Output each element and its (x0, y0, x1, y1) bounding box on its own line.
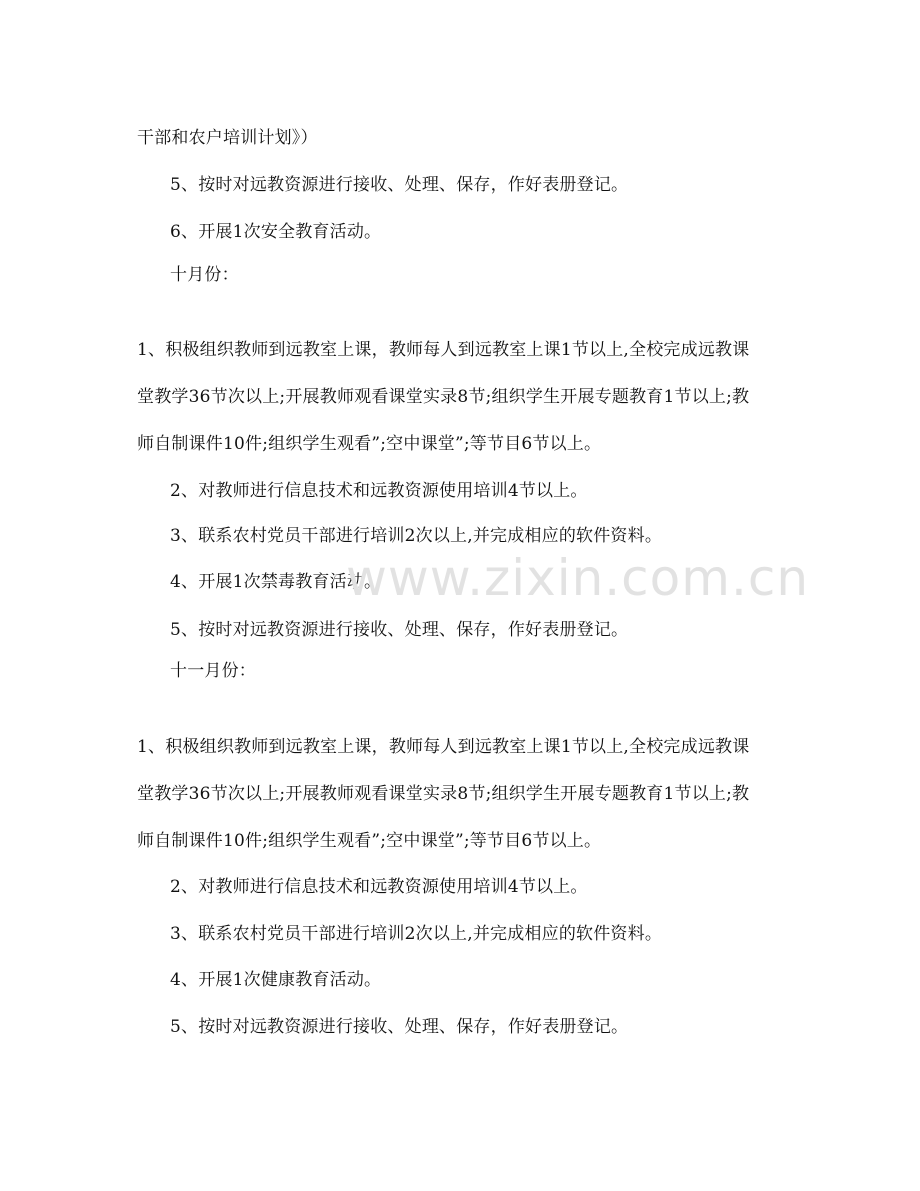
text-line: 3、联系农村党员干部进行培训2次以上,并完成相应的软件资料。 (170, 924, 663, 944)
text-line: 3、联系农村党员干部进行培训2次以上,并完成相应的软件资料。 (170, 526, 663, 546)
text-line: 5、按时对远教资源进行接收、处理、保存，作好表册登记。 (170, 620, 629, 640)
text-line: 2、对教师进行信息技术和远教资源使用培训4节以上。 (170, 481, 588, 501)
text-line: 1、积极组织教师到远教室上课，教师每人到远教室上课1节以上,全校完成远教课 (137, 737, 750, 757)
text-line: 干部和农户培训计划》） (137, 128, 318, 148)
text-line: 2、对教师进行信息技术和远教资源使用培训4节以上。 (170, 877, 588, 897)
text-line: 师自制课件10件;组织学生观看”;空中课堂”;等节目6节以上。 (137, 831, 602, 851)
text-line: 师自制课件10件;组织学生观看”;空中课堂”;等节目6节以上。 (137, 434, 602, 454)
text-line: 5、按时对远教资源进行接收、处理、保存，作好表册登记。 (170, 175, 629, 195)
text-line: 堂教学36节次以上;开展教师观看课堂实录8节;组织学生开展专题教育1节以上;教 (137, 387, 750, 407)
section-heading: 十月份： (170, 265, 239, 285)
text-line: 堂教学36节次以上;开展教师观看课堂实录8节;组织学生开展专题教育1节以上;教 (137, 784, 750, 804)
text-line: 4、开展1次禁毒教育活动。 (170, 572, 382, 592)
text-line: 5、按时对远教资源进行接收、处理、保存，作好表册登记。 (170, 1017, 629, 1037)
text-line: 6、开展1次安全教育活动。 (170, 222, 382, 242)
watermark: www.zixin.com.cn (346, 549, 810, 607)
text-line: 1、积极组织教师到远教室上课，教师每人到远教室上课1节以上,全校完成远教课 (137, 340, 750, 360)
text-line: 4、开展1次健康教育活动。 (170, 970, 382, 990)
section-heading: 十一月份： (170, 661, 256, 681)
